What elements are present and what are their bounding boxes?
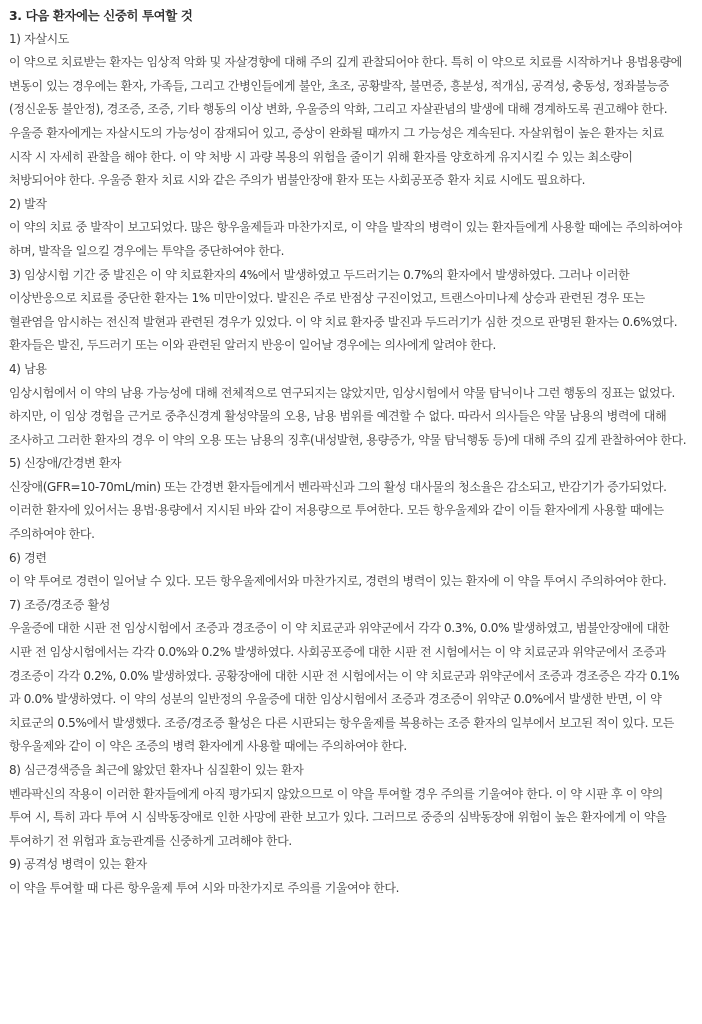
section-heading-renal-hepatic: 5) 신장애/간경변 환자 [9, 456, 122, 471]
section-heading-aggression: 9) 공격성 병력이 있는 환자 [9, 857, 147, 872]
section-body-cardiac: 벤라팍신의 작용이 이러한 환자들에게 아직 평가되지 않았으므로 이 약을 투여할 경우 주의를 기울여야 한다. 이 약 시판 후 이 약의 투여 시, 특히 과다 투여 시 심박동장애로 인한 사망에 관한 보고가 있다. 그러므로 중증의 심박동장애 위험이 높은 환자에게 이 약을 투여하기 전 위험과 효능관계를 신중하게 고려해야 한다. [9, 786, 667, 848]
section-heading-cardiac: 8) 심근경색증을 최근에 앓았던 환자나 심질환이 있는 환자 [9, 763, 304, 777]
section-heading-suicide: 1) 자살시도 [9, 31, 70, 46]
section-heading-mania: 7) 조증/경조증 활성 [9, 597, 110, 612]
section-body-aggression: 이 약을 투여할 때 다른 항우울제 투여 시와 마찬가지로 주의를 기울여야 한다. [9, 880, 400, 895]
section-body-mania: 우울증에 대한 시판 전 임상시험에서 조증과 경조증이 이 약 치료군과 위약군에서 각각 0.3%, 0.0% 발생하였고, 범불안장애에 대한 시판 전 임상시험에서는 각각 0.0%와 0.2% 발생하였다. 사회공포증에 대한 시판 전 시험에서는 이 약 치료군과 위약군에서 조증과 경조증이 각각 0.2%, 0.0% 발생하였다. 공황장애에 대한 시판 전 시험에서는 이 약 치료군과 위약군에서 조증과 경조증은 각각 0.1%과 0.0% 발생하였다. 이 약의 성분의 일반정의 우울증에 대한 임상시험에서 조증과 경조증이 위약군 0.0%에서 발생한 반면, 이 약 치료군의 0.5%에서 발생했다. 조증/경조증 활성은 다른 시판되는 항우울제를 복용하는 조증 환자의 일부에서 보고된 적이 있다. 모든 항우울제와 같이 이 약은 조증의 병력 환자에게 사용할 때에는 주의하여야 한다. [9, 621, 680, 754]
section-heading-convulsion: 6) 경련 [9, 550, 47, 565]
section-heading-abuse: 4) 남용 [9, 361, 47, 376]
section-body-abuse: 임상시험에서 이 약의 남용 가능성에 대해 전체적으로 연구되지는 않았지만, 임상시험에서 약물 탐닉이나 그런 행동의 징표는 없었다. 하지만, 이 임상 경험을 근거로 중추신경계 활성약물의 오용, 남용 범위를 예견할 수 없다. 따라서 의사들은 약물 남용의 병력에 대해 조사하고 그러한 환자의 경우 이 약의 오용 또는 남용의 징후(내성발현, 용량증가, 약물 탐닉행동 등)에 대해 주의 깊게 관찰하여야 한다. [9, 385, 687, 447]
section-body-rash: 3) 임상시험 기간 중 발진은 이 약 치료환자의 4%에서 발생하였고 두드러기는 0.7%의 환자에서 발생하였다. 그러나 이러한 이상반응으로 치료를 중단한 환자는 1% 미만이었다. 발진은 주로 반점상 구진이었고, 트랜스아미나제 상승과 관련된 경우 또는 혈관염을 암시하는 전신적 발현과 관련된 경우가 있었다. 이 약 치료 환자중 발진과 두드러기가 심한 것으로 판명된 환자는 0.6%였다. 환자들은 발진, 두드러기 또는 이와 관련된 알러지 반응이 일어날 경우에는 의사에게 알려야 한다. [9, 267, 678, 353]
section-body-suicide: 이 약으로 치료받는 환자는 임상적 악화 및 자살경향에 대해 주의 깊게 관찰되어야 한다. 특히 이 약으로 치료를 시작하거나 용법용량에 변동이 있는 경우에는 환자, 가족들, 그리고 간병인들에게 불안, 초조, 공황발작, 불면증, 흥분성, 적개심, 공격성, 충동성, 정좌불능증(정신운동 불안정), 경조증, 조증, 기타 행동의 이상 변화, 우울증의 악화, 그리고 자살관념의 발생에 대해 경계하도록 권고해야 한다. 우울증 환자에게는 자살시도의 가능성이 잠재되어 있고, 증상이 완화될 때까지 그 가능성은 계속된다. 자살위험이 높은 환자는 치료 시작 시 자세히 관찰을 해야 한다. 이 약 처방 시 과량 복용의 위험을 줄이기 위해 환자를 양호하게 유지시킬 수 있는 최소량이 처방되어야 한다. 우울증 환자 치료 시와 같은 주의가 범불안장애 환자 또는 사회공포증 환자 치료 시에도 필요하다. [9, 55, 682, 188]
document-title: 3. 다음 환자에는 신중히 투여할 것 [9, 8, 193, 23]
section-body-convulsion: 이 약 투여로 경련이 일어날 수 있다. 모든 항우울제에서와 마찬가지로, 경련의 병력이 있는 환자에 이 약을 투여시 주의하여야 한다. [9, 574, 667, 589]
section-heading-seizure: 2) 발작 [9, 196, 47, 211]
section-body-renal-hepatic: 신장애(GFR=10-70mL/min) 또는 간경변 환자들에게서 벤라팍신과 그의 활성 대사물의 청소율은 감소되고, 반감기가 증가되었다. 이러한 환자에 있어서는 용법·용량에서 지시된 바와 같이 저용량으로 투여한다. 모든 항우울제와 같이 이들 환자에게 사용할 때에는 주의하여야 한다. [9, 479, 667, 542]
section-body-seizure: 이 약의 치료 중 발작이 보고되었다. 많은 항우울제들과 마찬가지로, 이 약을 발작의 병력이 있는 환자들에게 사용할 때에는 주의하여야 하며, 발작을 일으킬 경우에는 투약을 중단하여야 한다. [9, 220, 682, 258]
